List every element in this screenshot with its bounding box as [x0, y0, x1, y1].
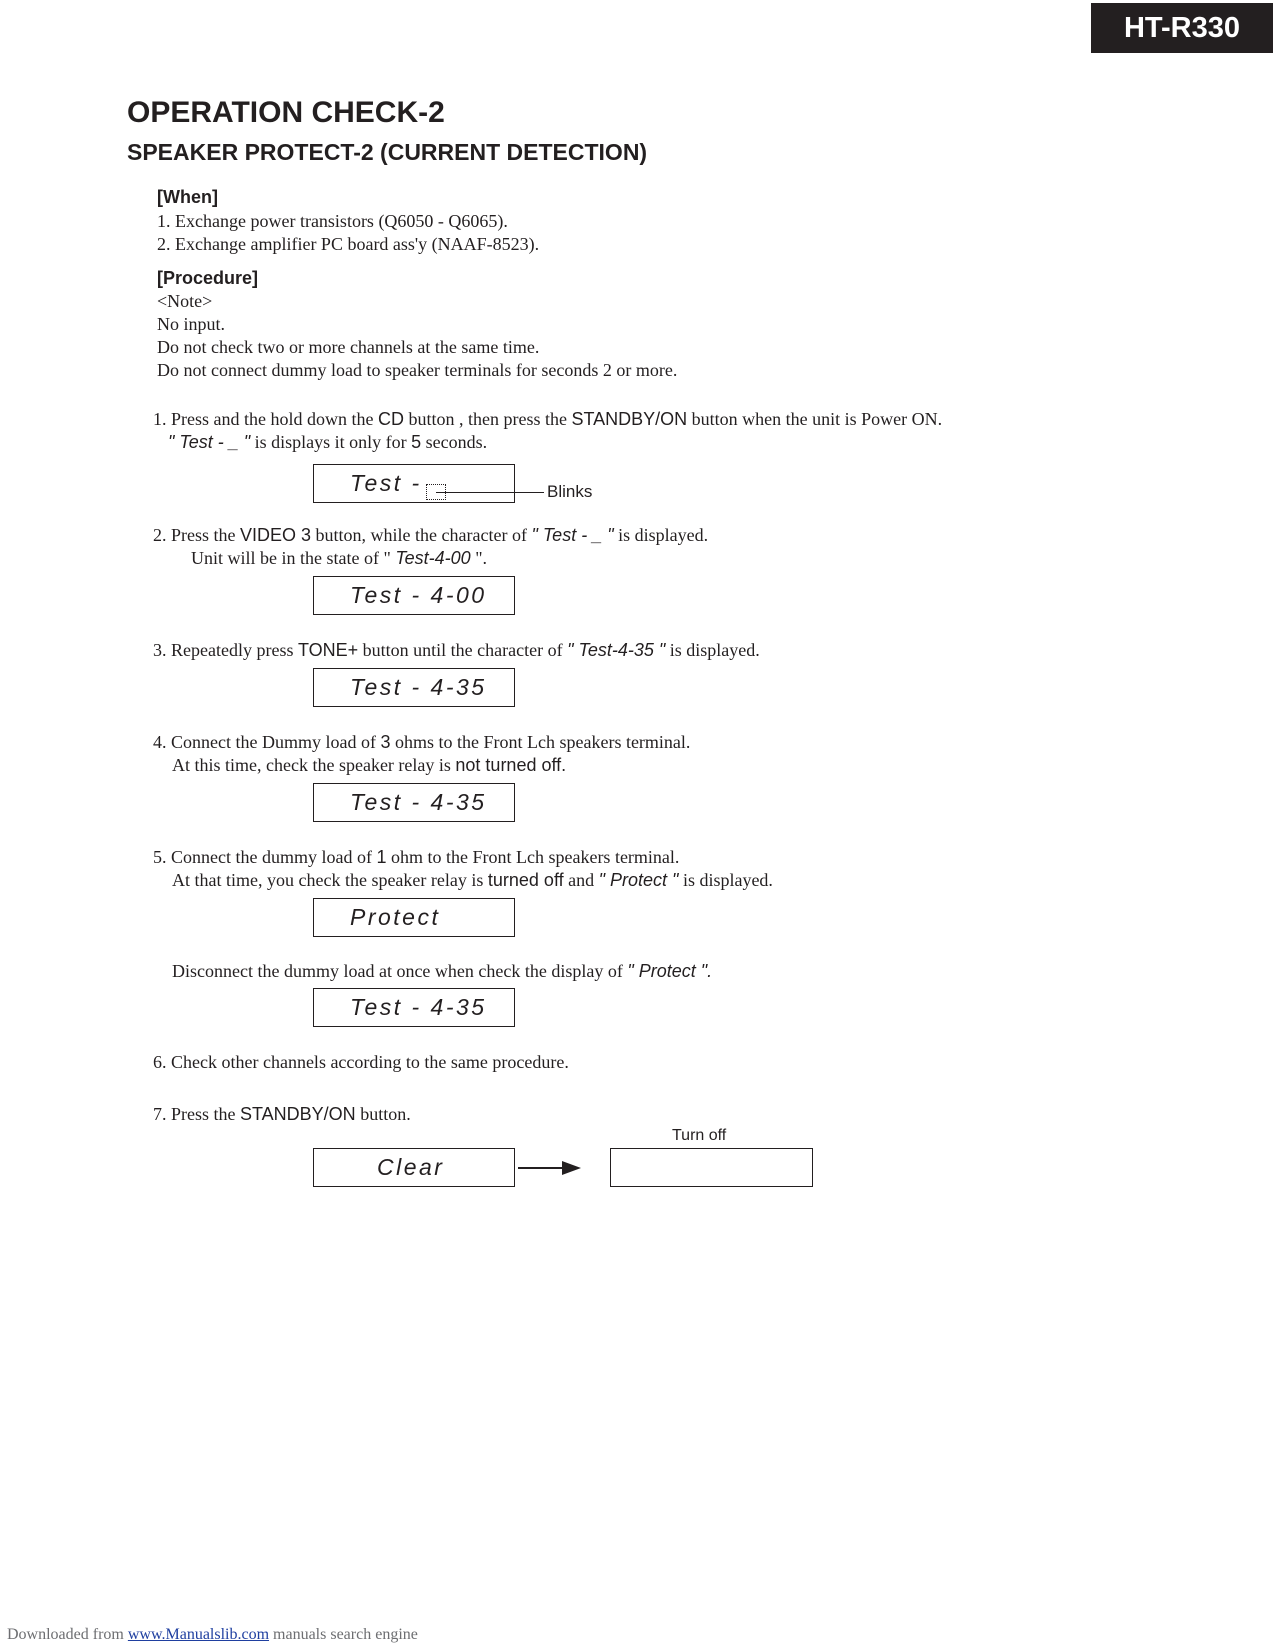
display-box-clear [313, 1148, 515, 1187]
footer-note: Downloaded from www.Manualslib.com manuals search engine [7, 1626, 418, 1643]
note-label: <Note> [157, 291, 213, 311]
display-box-test-4-35 [313, 783, 515, 822]
manualslib-link[interactable]: www.Manualslib.com [127, 1626, 270, 1643]
display-text: Test - 4-35 [350, 789, 487, 815]
step-2-line-1: 2. Press the VIDEO 3 button, while the character of " Test - _ " is displayed. [153, 525, 709, 545]
step-5-line-2: At that time, you check the speaker relay is turned off and " Protect " is displayed. [172, 870, 773, 890]
when-item: 2. Exchange amplifier PC board ass'y (NAAF-8523). [157, 234, 540, 254]
model-badge: HT-R330 [1091, 3, 1273, 53]
step-4-line-2: At this time, check the speaker relay is not turned off. [172, 755, 567, 775]
note-line: Do not check two or more channels at the same time. [157, 337, 540, 357]
standby-button-name: STANDBY/ON [571, 409, 688, 429]
display-box-blank-off [610, 1148, 813, 1187]
when-heading: [When] [157, 187, 218, 207]
step-1-line-1: 1. Press and the hold down the CD button , then press the STANDBY/ON button when the unit is Power ON. [153, 409, 943, 429]
page-title: OPERATION CHECK-2 [127, 96, 445, 129]
display-text: Test - 4-35 [350, 994, 487, 1020]
display-text: Protect [350, 904, 441, 930]
tone-plus-button-name: TONE+ [297, 640, 359, 660]
display-box-test-4-00 [313, 576, 515, 615]
video3-button-name: VIDEO 3 [240, 525, 312, 545]
display-text: Test - [350, 470, 422, 496]
step-4-line-1: 4. Connect the Dummy load of 3 ohms to the Front Lch speakers terminal. [153, 732, 691, 752]
disconnect-instruction: Disconnect the dummy load at once when check the display of " Protect ". [172, 961, 713, 981]
blinks-label: Blinks [547, 482, 593, 501]
note-line: Do not connect dummy load to speaker terminals for seconds 2 or more. [157, 360, 678, 380]
display-box-protect [313, 898, 515, 937]
arrow-right-icon [516, 1158, 584, 1178]
display-box-test-4-35 [313, 988, 515, 1027]
cd-button-name: CD [377, 409, 404, 429]
turn-off-label: Turn off [672, 1127, 727, 1144]
display-box-test-4-35 [313, 668, 515, 707]
step-3-line-1: 3. Repeatedly press TONE+ button until the character of " Test-4-35 " is displayed. [153, 640, 760, 660]
page-subtitle: SPEAKER PROTECT-2 (CURRENT DETECTION) [127, 139, 648, 165]
when-item: 1. Exchange power transistors (Q6050 - Q6065). [157, 211, 508, 231]
step-2-line-2: Unit will be in the state of " Test-4-00 ". [191, 548, 488, 568]
leader-line [436, 492, 544, 493]
display-box-test-blank [313, 464, 515, 503]
display-text: Clear [377, 1154, 445, 1180]
note-line: No input. [157, 314, 226, 334]
display-text: Test - 4-35 [350, 674, 487, 700]
standby-button-name: STANDBY/ON [240, 1104, 356, 1124]
step-1-line-2: " Test - _ " is displays it only for 5 seconds. [168, 432, 488, 452]
step-6-line: 6. Check other channels according to the same procedure. [153, 1052, 569, 1072]
display-text: Test - 4-00 [350, 582, 487, 608]
step-5-line-1: 5. Connect the dummy load of 1 ohm to the Front Lch speakers terminal. [153, 847, 680, 867]
procedure-heading: [Procedure] [157, 268, 259, 288]
step-7-line: 7. Press the STANDBY/ON button. [153, 1104, 411, 1124]
